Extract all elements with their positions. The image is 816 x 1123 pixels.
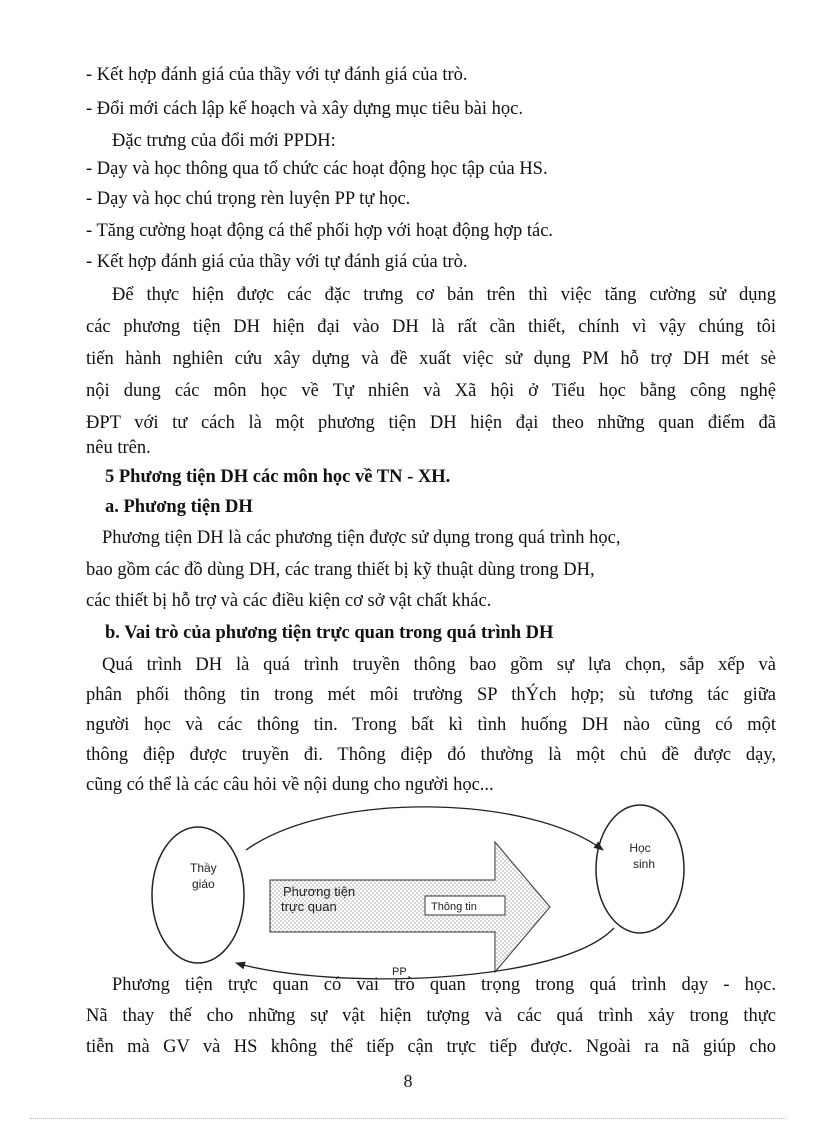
- bottom-divider: [30, 1118, 786, 1119]
- text-line: tiễn mà GV và HS không thể tiếp cận trực tiếp được. Ngoài ra nã giúp cho: [86, 1037, 776, 1057]
- student-label: Học: [629, 841, 651, 855]
- info-box-label: Thông tin: [431, 901, 477, 913]
- teacher-node: [152, 827, 244, 963]
- text-line: phân phối thông tin trong mét môi trường SP thÝch hợp; sù tương tác giữa: [86, 685, 776, 705]
- subsection-heading: a. Phương tiện DH: [105, 497, 253, 517]
- text-line: thông điệp được truyền đi. Thông điệp đó thường là một chủ đề được dạy,: [86, 745, 776, 765]
- subsection-heading: b. Vai trò của phương tiện trực quan trong quá trình DH: [105, 623, 554, 643]
- text-line: các phương tiện DH hiện đại vào DH là rất cần thiết, chính vì vậy chúng tôi: [86, 317, 776, 337]
- text-line: - Dạy và học chú trọng rèn luyện PP tự học.: [86, 189, 411, 209]
- text-line: - Kết hợp đánh giá của thầy với tự đánh giá của trò.: [86, 65, 468, 85]
- text-line: người học và các thông tin. Trong bất kì tình huống DH nào cũng có một: [86, 715, 776, 735]
- text-line: nêu trên.: [86, 438, 151, 458]
- text-line: - Tăng cường hoạt động cá thể phối hợp với hoạt động hợp tác.: [86, 221, 554, 241]
- text-line: - Dạy và học thông qua tổ chức các hoạt động học tập của HS.: [86, 159, 548, 179]
- student-label: sinh: [632, 857, 656, 871]
- text-line: Để thực hiện được các đặc trưng cơ bản trên thì việc tăng cường sử dụng: [112, 285, 776, 305]
- text-line: tiến hành nghiên cứu xây dựng và đề xuất việc sử dụng PM hỗ trợ DH mét sè: [86, 349, 776, 369]
- text-line: nội dung các môn học về Tự nhiên và Xã hội ở Tiểu học bằng công nghệ: [86, 381, 776, 401]
- feedback-arrow-bottom: [236, 928, 614, 979]
- text-line: Quá trình DH là quá trình truyền thông bao gồm sự lựa chọn, sắp xếp và: [102, 655, 776, 675]
- arrow-label: Phương tiện: [283, 884, 356, 899]
- teacher-label: giáo: [192, 877, 215, 891]
- text-line: các thiết bị hỗ trợ và các điều kiện cơ sở vật chất khác.: [86, 591, 492, 611]
- text-line: ĐPT với tư cách là một phương tiện DH hiện đại theo những quan điểm đã: [86, 413, 776, 433]
- text-line: - Kết hợp đánh giá của thầy với tự đánh giá của trò.: [86, 252, 468, 272]
- text-line: Phương tiện DH là các phương tiện được sử dụng trong quá trình học,: [102, 528, 621, 548]
- teacher-label: Thầy: [190, 861, 217, 875]
- text-line: cũng có thể là các câu hỏi về nội dung cho người học...: [86, 775, 494, 795]
- arrow-label: trực quan: [281, 899, 337, 914]
- text-line: Nã thay thế cho những sự vật hiện tượng và các quá trình xảy trong thực: [86, 1006, 776, 1026]
- feedback-arrow-top: [246, 807, 603, 850]
- page-number: 8: [403, 1071, 413, 1091]
- pp-label: PP: [392, 966, 407, 978]
- text-line: Phương tiện trực quan có vai trò quan trọng trong quá trình dạy - học.: [112, 975, 776, 995]
- text-line: bao gồm các đồ dùng DH, các trang thiết bị kỹ thuật dùng trong DH,: [86, 560, 595, 580]
- section-heading: 5 Phương tiện DH các môn học về TN - XH.: [105, 467, 451, 487]
- text-line: - Đổi mới cách lập kế hoạch và xây dựng mục tiêu bài học.: [86, 99, 523, 119]
- text-line: Đặc trưng của đổi mới PPDH:: [112, 131, 336, 151]
